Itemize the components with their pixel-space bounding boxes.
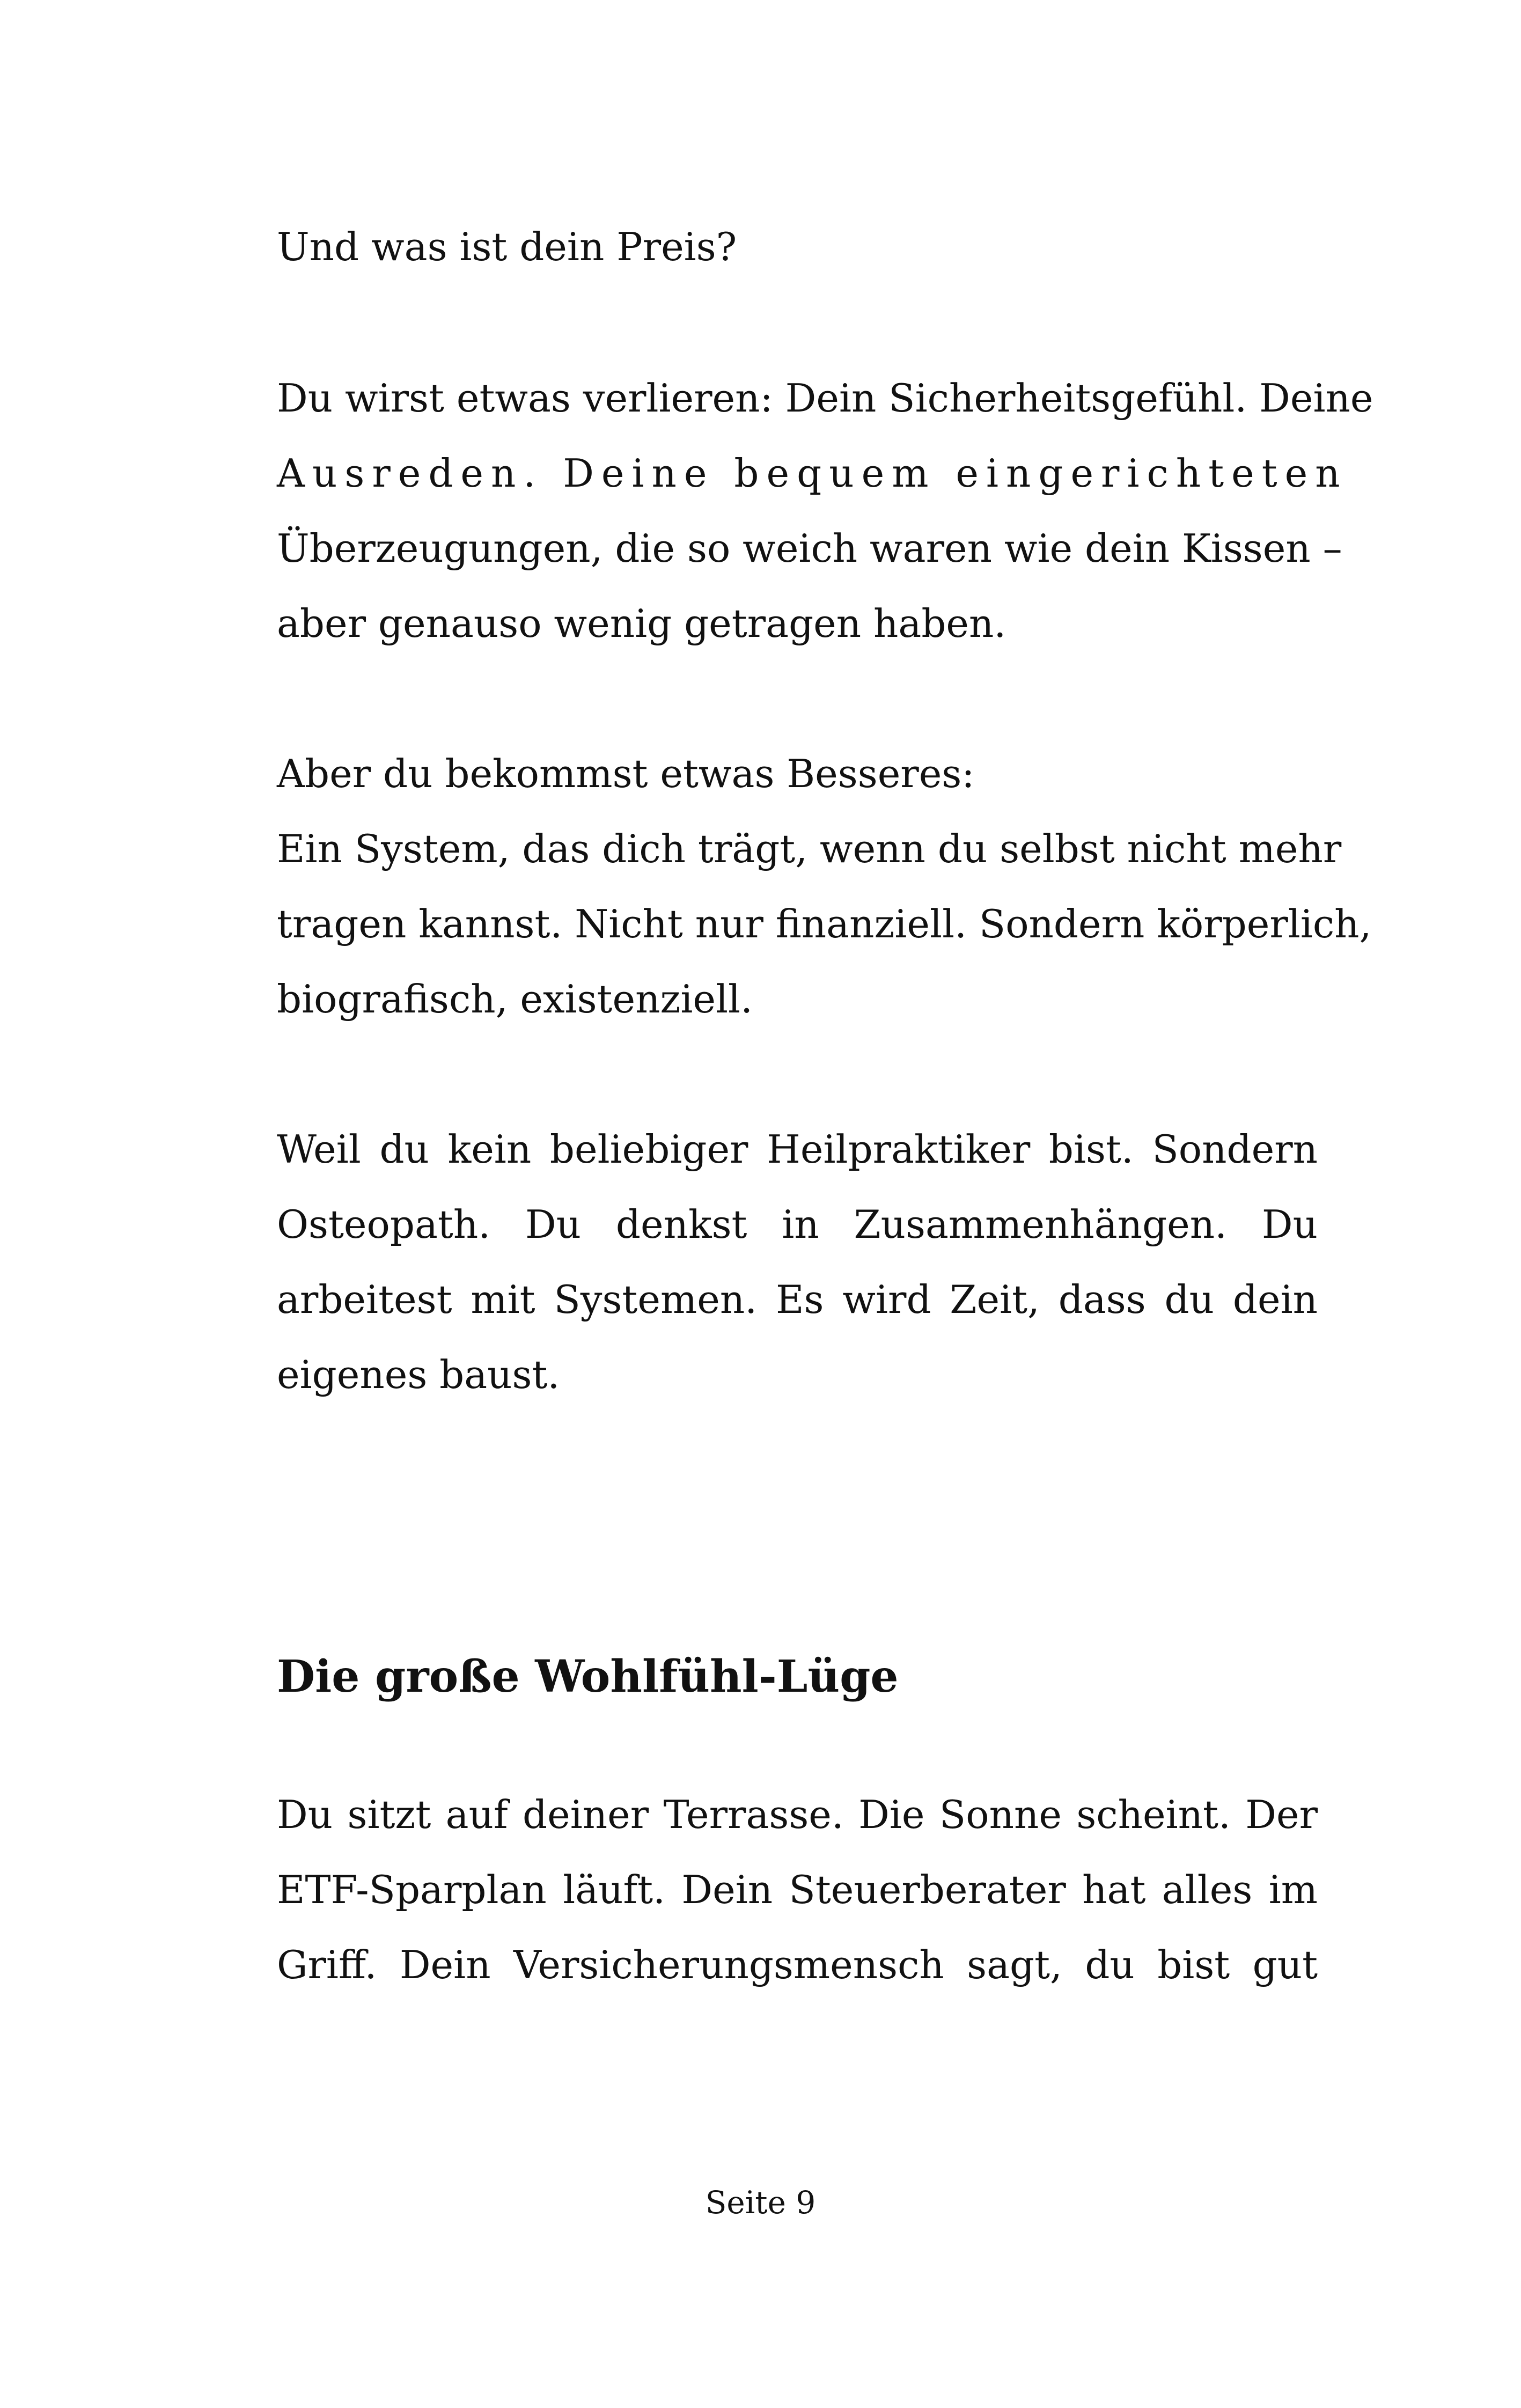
- paragraph-line: Griff. Dein Versicherungsmensch sagt, du bist gut: [277, 1942, 1318, 1987]
- paragraph-line: Weil du kein beliebiger Heilpraktiker bist. Sondern: [277, 1127, 1318, 1172]
- page-number: Seite 9: [705, 2184, 816, 2221]
- paragraph-line: aber genauso wenig getragen haben.: [277, 601, 1006, 646]
- paragraph-line: Und was ist dein Preis?: [277, 224, 737, 269]
- paragraph-line: Osteopath. Du denkst in Zusammenhängen. Du: [277, 1202, 1318, 1247]
- paragraph-line: Ausreden. Deine bequem eingerichteten: [277, 451, 1348, 496]
- paragraph-line: Ein System, das dich trägt, wenn du selbst nicht mehr: [277, 826, 1342, 871]
- paragraph-line: Du sitzt auf deiner Terrasse. Die Sonne scheint. Der: [277, 1792, 1318, 1837]
- paragraph-line: Du wirst etwas verlieren: Dein Sicherheitsgefühl. Deine: [277, 376, 1373, 421]
- paragraph-line: arbeitest mit Systemen. Es wird Zeit, dass du dein: [277, 1277, 1318, 1322]
- paragraph-line: biografisch, existenziell.: [277, 977, 753, 1022]
- paragraph-line: tragen kannst. Nicht nur finanziell. Sondern körperlich,: [277, 901, 1372, 946]
- paragraph-line: Aber du bekommst etwas Besseres:: [277, 751, 975, 796]
- paragraph-line: eigenes baust.: [277, 1352, 560, 1397]
- section-heading: Die große Wohlfühl-Lüge: [277, 1651, 899, 1702]
- paragraph-line: ETF-Sparplan läuft. Dein Steuerberater hat alles im: [277, 1867, 1318, 1912]
- paragraph-line: Überzeugungen, die so weich waren wie dein Kissen –: [277, 526, 1342, 571]
